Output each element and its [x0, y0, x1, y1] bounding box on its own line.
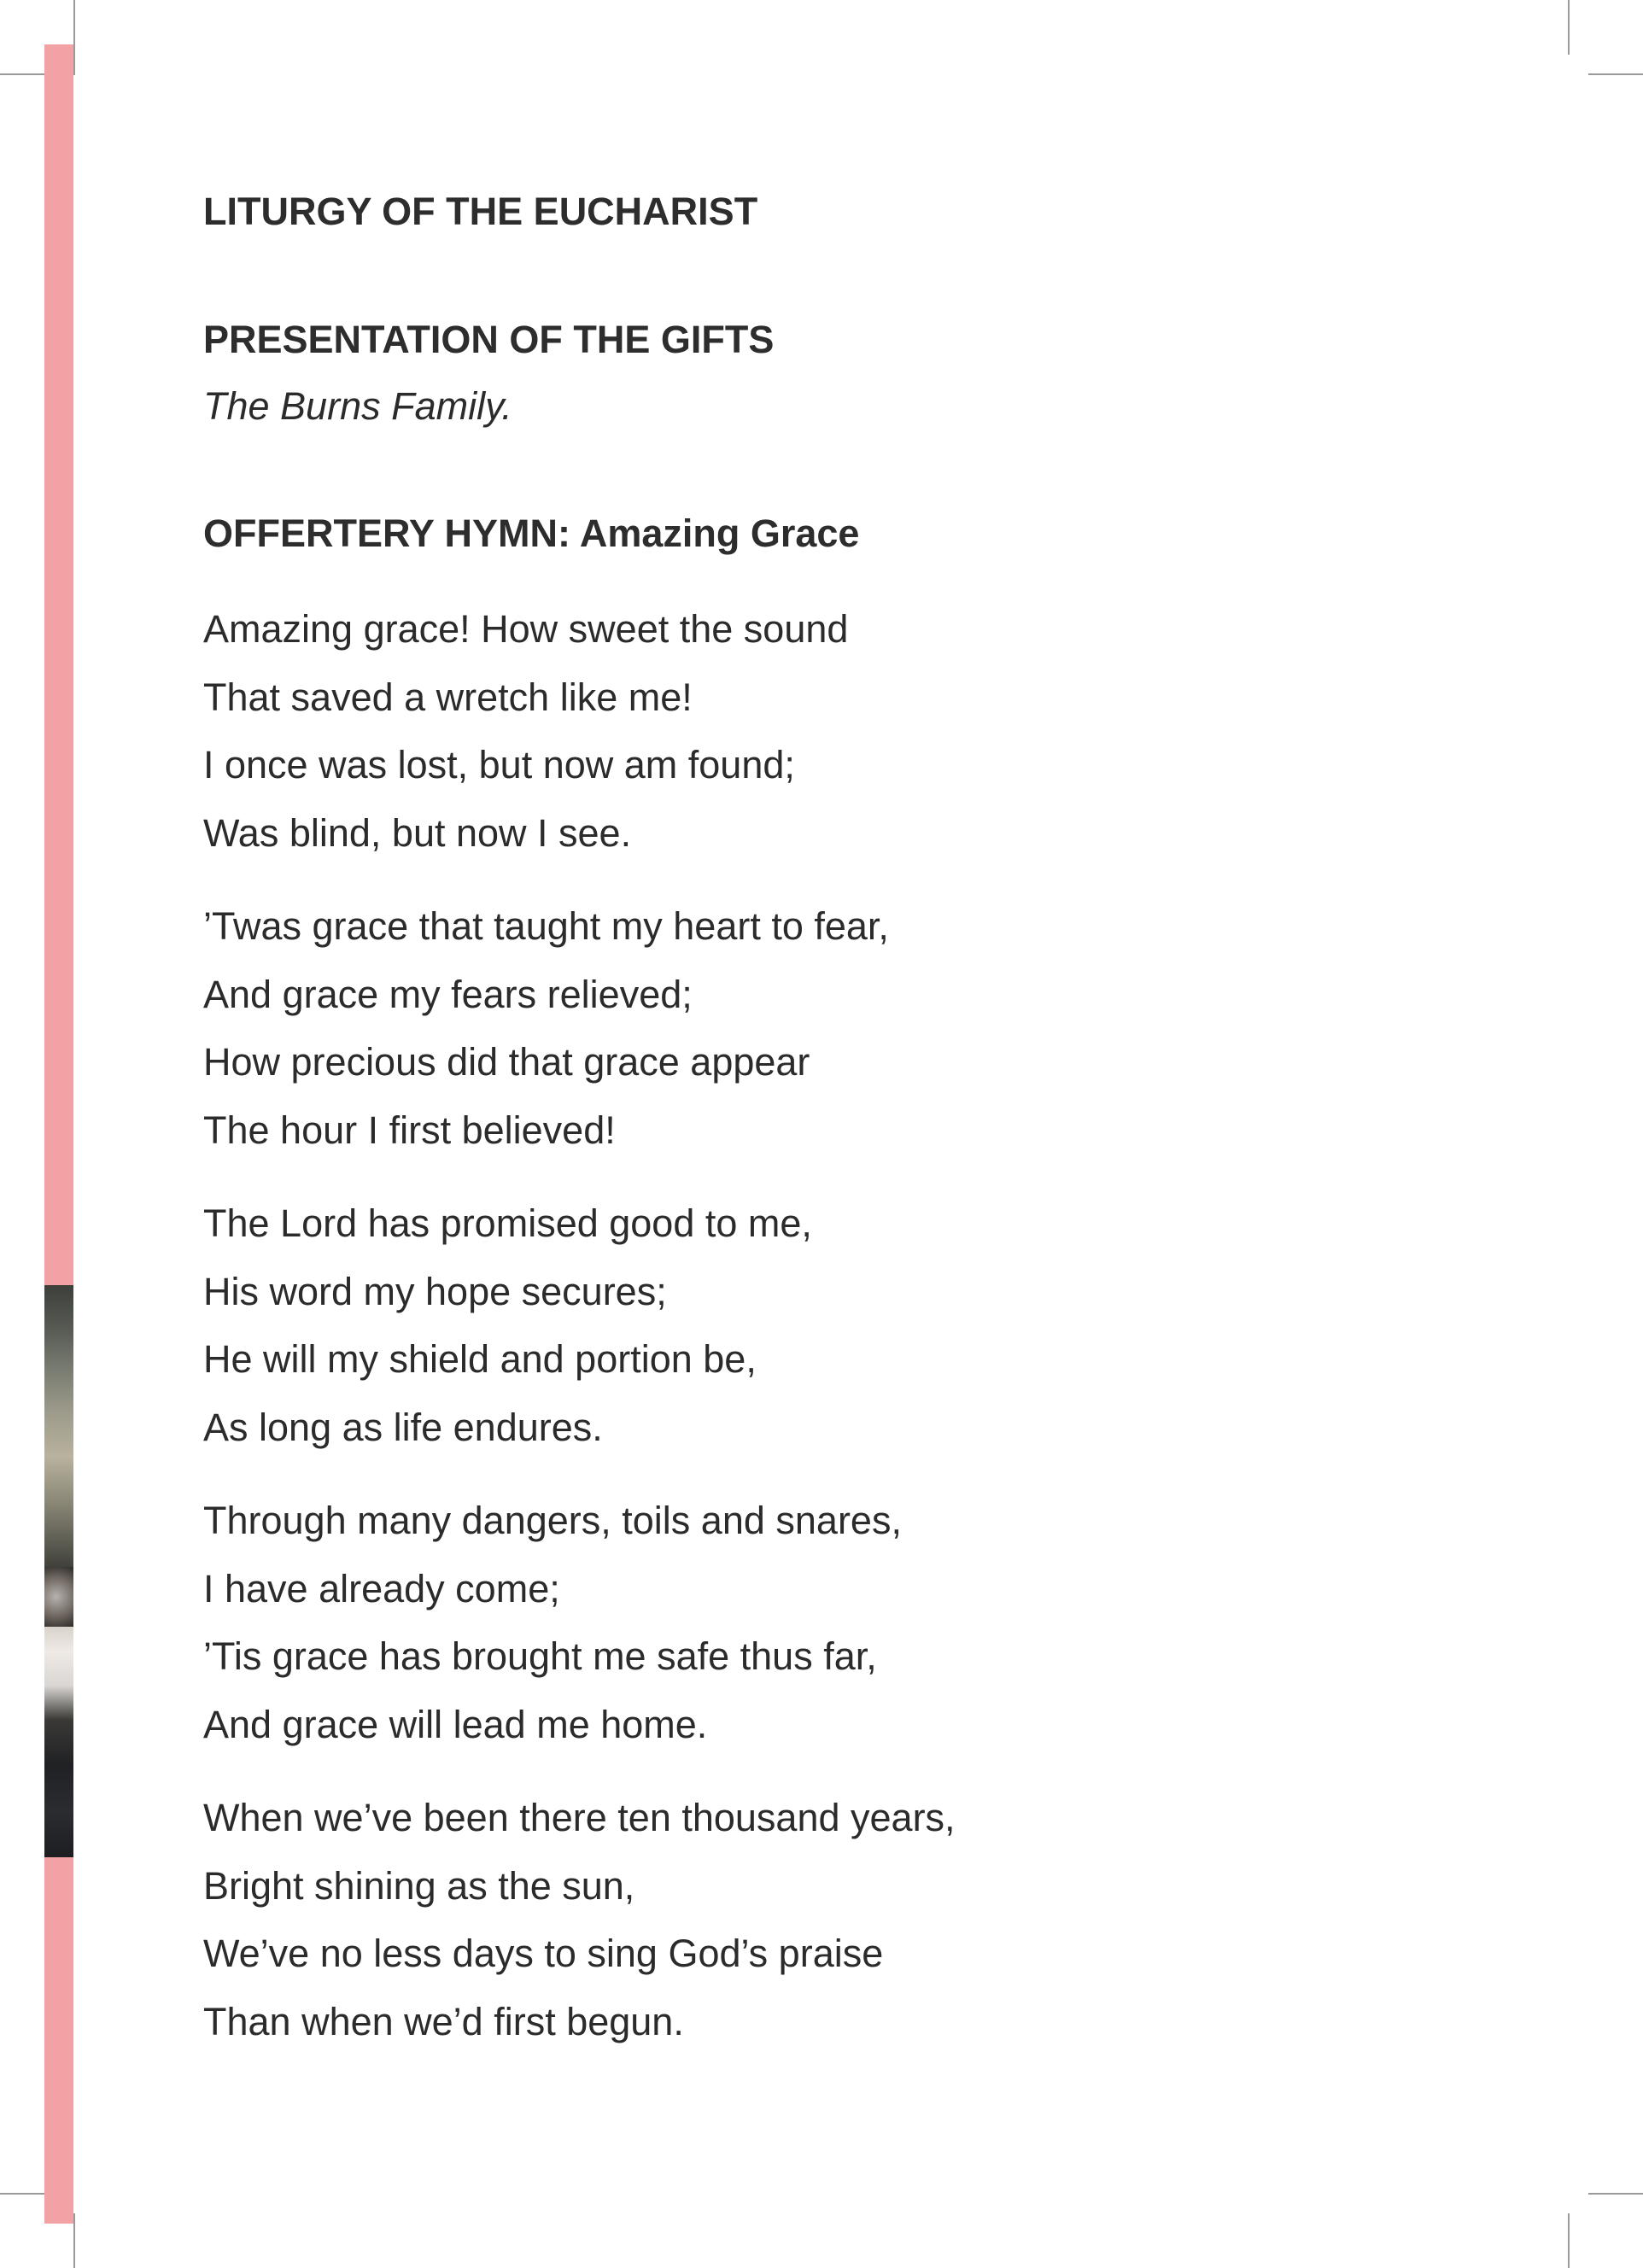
- crop-mark: [1588, 2193, 1643, 2195]
- lyric-line: Through many dangers, toils and snares,: [203, 1499, 902, 1542]
- lyric-line: He will my shield and portion be,: [203, 1337, 757, 1381]
- section-heading-presentation: PRESENTATION OF THE GIFTS: [203, 318, 775, 361]
- verse-3: [203, 1190, 1399, 1461]
- crop-mark: [1588, 73, 1643, 75]
- lyric-line: Bright shining as the sun,: [203, 1863, 635, 1908]
- lyric-line: I have already come;: [203, 1566, 560, 1610]
- lyric-line: When we’ve been there ten thousand years,: [203, 1796, 956, 1839]
- crop-mark: [0, 2193, 44, 2195]
- lyric-line: Amazing grace! How sweet the sound: [203, 607, 849, 651]
- order-of-service: [203, 188, 1399, 2055]
- section-heading-liturgy: LITURGY OF THE EUCHARIST: [203, 190, 758, 233]
- presentation-note: The Burns Family.: [203, 384, 512, 428]
- accent-strip: [44, 44, 73, 2224]
- crop-mark: [73, 0, 75, 75]
- crop-mark: [1568, 2213, 1570, 2268]
- lyric-line: Than when we’d first begun.: [203, 1999, 684, 2043]
- lyric-line: And grace will lead me home.: [203, 1702, 708, 1746]
- verse-2: [203, 892, 1399, 1164]
- lyric-line: His word my hope secures;: [203, 1269, 667, 1313]
- lyric-line: I once was lost, but now am found;: [203, 743, 795, 786]
- lyric-line: That saved a wretch like me!: [203, 675, 693, 719]
- photo-fragment: [44, 1285, 73, 1857]
- crop-mark: [73, 2213, 75, 2268]
- lyric-line: We’ve no less days to sing God’s praise: [203, 1932, 884, 1975]
- crop-mark: [1568, 0, 1570, 55]
- lyric-line: The Lord has promised good to me,: [203, 1201, 812, 1245]
- crop-mark: [0, 73, 44, 75]
- lyric-line: Was blind, but now I see.: [203, 810, 632, 855]
- lyric-line: The hour I first believed!: [203, 1108, 616, 1152]
- verse-5: [203, 1784, 1399, 2055]
- lyric-line: As long as life endures.: [203, 1405, 603, 1449]
- lyric-line: ’Twas grace that taught my heart to fear,: [203, 904, 889, 948]
- hymn-lyrics: [203, 595, 1399, 2055]
- lyric-line: ’Tis grace has brought me safe thus far,: [203, 1634, 877, 1678]
- lyric-line: How precious did that grace appear: [203, 1040, 810, 1084]
- verse-1: [203, 595, 1399, 867]
- hymn-title: OFFERTERY HYMN: Amazing Grace: [203, 511, 860, 555]
- lyric-line: And grace my fears relieved;: [203, 972, 693, 1016]
- verse-4: [203, 1487, 1399, 1758]
